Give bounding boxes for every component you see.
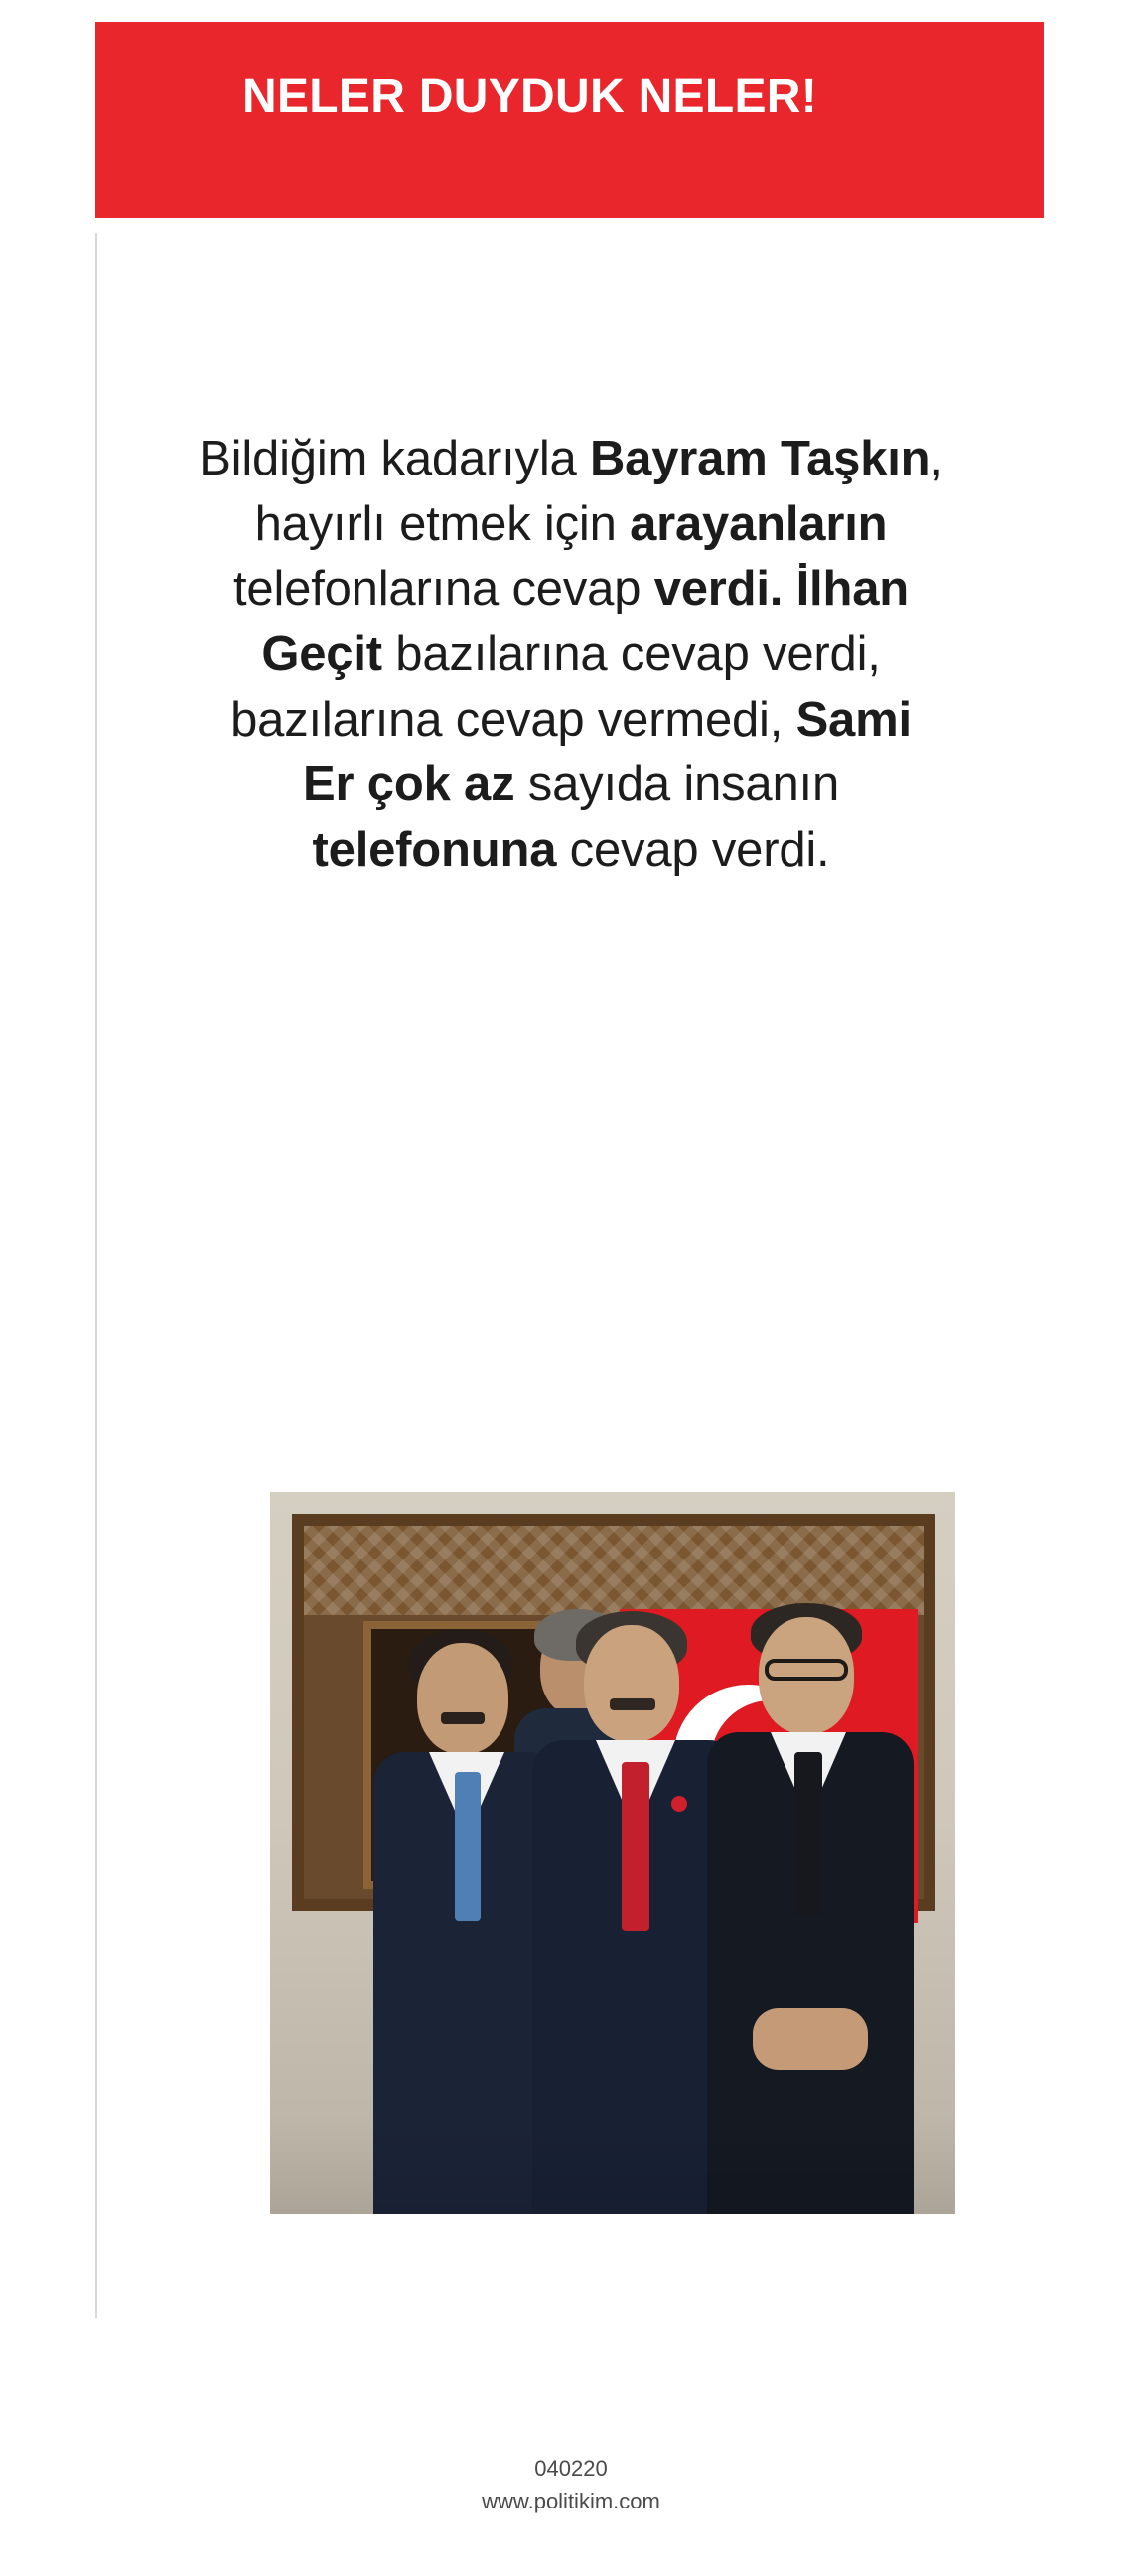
person-tie (622, 1762, 649, 1931)
article-text-run-1: Bayram Taşkın (590, 432, 930, 485)
photo-vignette (270, 2118, 955, 2214)
article-text-run-12: cevap verdi. (556, 822, 830, 877)
person-tie (794, 1752, 822, 1916)
article-text-run-2: , hayırlı etmek için (254, 432, 943, 551)
article-text-run-7: Sami Er (303, 692, 912, 812)
photo-frame-pattern (304, 1526, 924, 1615)
person-tie (455, 1772, 481, 1921)
article-photo (270, 1492, 955, 2214)
article-text-run-6: bazılarına cevap verdi, bazılarına cevap vermedi, (230, 626, 881, 746)
article-text-run-10: sayıda insanın (514, 757, 839, 812)
person-hands (753, 2008, 868, 2070)
person-head (584, 1625, 679, 1742)
article-text-run-9: çok az (366, 757, 515, 812)
article-text-run-4: telefonlarına cevap (233, 562, 654, 616)
banner-title: NELER DUYDUK NELER! (242, 70, 818, 123)
footer-code: 040220 (534, 2456, 608, 2481)
lapel-pin-icon (671, 1796, 687, 1812)
article-text-run-11: telefonuna (312, 822, 557, 877)
eyeglasses-icon (765, 1659, 848, 1681)
person-head (417, 1643, 508, 1754)
article-body (199, 427, 943, 883)
footer-website: www.politikim.com (482, 2489, 660, 2513)
person-moustache (610, 1698, 655, 1710)
article-text-run-3: arayanların (630, 496, 888, 551)
article-text-run-0: Bildiğim kadarıyla (199, 432, 590, 485)
article-text-run-5: verdi. İlhan Geçit (261, 562, 909, 681)
photo-canvas (270, 1492, 955, 2214)
person-moustache (441, 1712, 485, 1724)
page-footer (0, 2452, 1142, 2517)
section-banner (95, 22, 1044, 218)
article-text-run-8 (354, 757, 366, 811)
